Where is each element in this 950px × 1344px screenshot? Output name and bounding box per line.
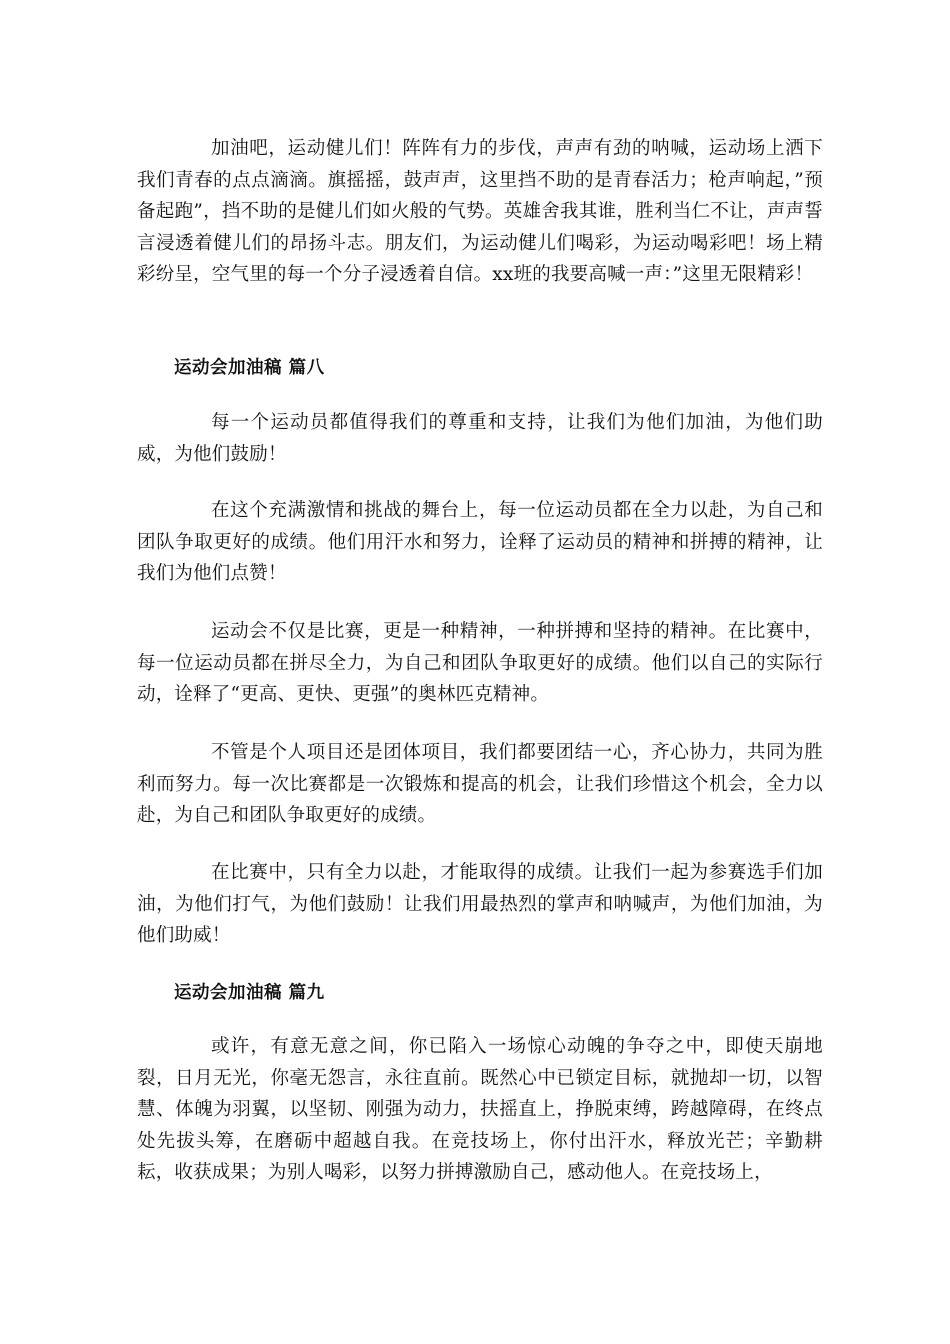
paragraph-olympic-spirit: 运动会不仅是比赛，更是一种精神，一种拼搏和坚持的精神。在比赛中，每一位运动员都在拼尽全力，为自己和团队争取更好的成绩。他们以自己的实际行动，诠释了“更高、更快、更强”的奥林匹克精神。 — [137, 621, 823, 706]
paragraph-full-effort: 在比赛中，只有全力以赴，才能取得的成绩。让我们一起为参赛选手们加油，为他们打气，为他们鼓励！让我们用最热烈的掌声和呐喊声，为他们加油，为他们助威！ — [137, 862, 823, 947]
section-heading-8: 运动会加油稿 篇八 — [174, 358, 325, 378]
paragraph-respect-athletes: 每一个运动员都值得我们的尊重和支持，让我们为他们加油，为他们助威，为他们鼓励！ — [137, 412, 823, 465]
paragraph-competition: 或许，有意无意之间，你已陷入一场惊心动魄的争夺之中，即使天崩地裂，日月无光，你毫无怨言，永往直前。既然心中已锁定目标，就抛却一切，以智慧、体魄为羽翼，以坚韧、刚强为动力，扶摇直上，挣脱束缚，跨越障碍，在终点处先拔头筹，在磨砺中超越自我。在竞技场上，你付出汗水，释放光芒；辛勤耕耘，收获成果；为别人喝彩，以努力拼搏激励自己，感动他人。在竞技场上， — [137, 1036, 823, 1184]
paragraph-teamwork: 不管是个人项目还是团体项目，我们都要团结一心，齐心协力，共同为胜利而努力。每一次比赛都是一次锻炼和提高的机会，让我们珍惜这个机会，全力以赴，为自己和团队争取更好的成绩。 — [137, 742, 823, 827]
paragraph-cheer-intro: 加油吧，运动健儿们！阵阵有力的步伐，声声有劲的呐喊，运动场上洒下我们青春的点点滴滴。旗摇摇，鼓声声，这里挡不助的是青春活力；枪声响起，”预备起跑”，挡不助的是健儿们如火般的气势。英雄舍我其谁，胜利当仁不让，声声誓言浸透着健儿们的昂扬斗志。朋友们，为运动健儿们喝彩，为运动喝彩吧！场上精彩纷呈，空气里的每一个分子浸透着自信。xx班的我要高喊一声：”这里无限精彩！ — [137, 138, 823, 286]
section-heading-9: 运动会加油稿 篇九 — [174, 983, 325, 1003]
paragraph-passion-stage: 在这个充满激情和挑战的舞台上，每一位运动员都在全力以赴，为自己和团队争取更好的成绩。他们用汗水和努力，诠释了运动员的精神和拼搏的精神，让我们为他们点赞！ — [137, 500, 823, 585]
